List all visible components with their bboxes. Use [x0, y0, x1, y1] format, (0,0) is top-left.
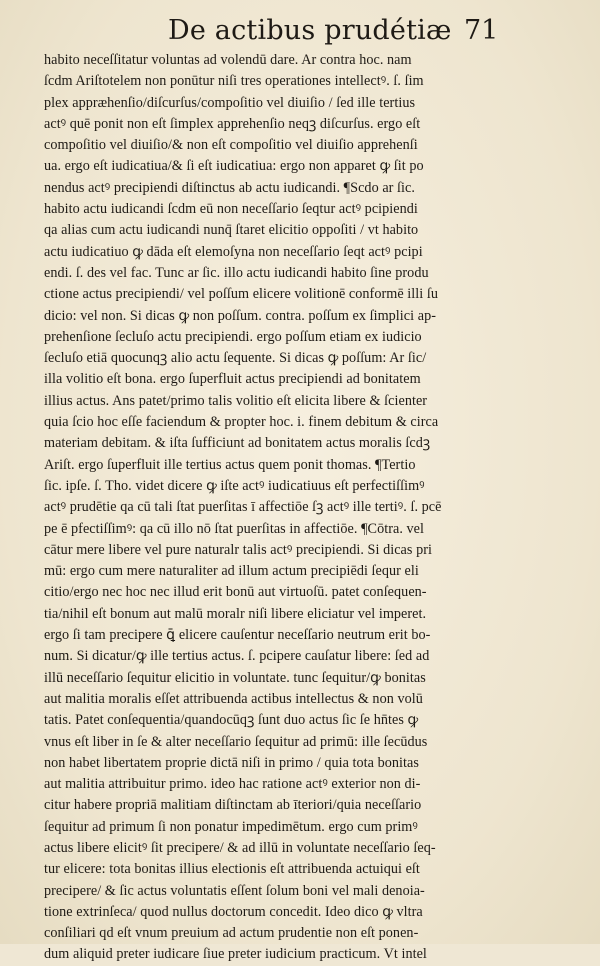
text-line: nendus actꝰ precipiendi diſtinctus ab actu iudicandi. ¶Scdo ar ſic.	[44, 179, 415, 196]
text-line: ſecluſo etiā quocunqꝫ alio actu ſequente. Si dicas ꝙ poſſum: Ar ſic/	[44, 350, 427, 367]
text-line: actꝰ prudētie qa cū tali ſtat puerſitas ī affectiōe ſꝫ actꝰ ille tertiꝰ. ſ. pcē	[44, 499, 442, 516]
text-line: dicio: vel non. Si dicas ꝙ non poſſum. contra. poſſum ex ſimplici ap-	[44, 307, 436, 324]
text-line: illū neceſſario ſequitur elicitio in voluntate. tunc ſequitur/ꝙ bonitas	[44, 669, 426, 686]
text-line: ſic. ipſe. ſ. Tho. videt dicere ꝙ iſte actꝰ iudicatiuus eſt perfectiſſimꝰ	[44, 477, 425, 494]
text-line: vnus eſt liber in ſe & alter neceſſario ſequitur ad primū: ille ſecūdus	[44, 733, 428, 750]
text-line: ſcdm Ariſtotelem non ponūtur niſi tres operationes intellectꝰ. ſ. ſim	[44, 73, 424, 90]
text-line: endi. ſ. des vel fac. Tunc ar ſic. illo actu iudicandi habito ſine produ	[44, 264, 429, 281]
text-line: aut malitia attribuitur primo. ideo hac ratione actꝰ exterior non di-	[44, 776, 421, 793]
text-line: actu iudicatiuo ꝙ dāda eſt elemoſyna non neceſſario ſeqt actꝰ pcipi	[44, 243, 423, 260]
text-line: habito actu iudicandi ſcdm eū non neceſſario ſeqtur actꝰ pcipiendi	[44, 201, 418, 218]
text-line: compoſitio vel diuiſio/& non eſt compoſitio vel diuiſio apprehenſi	[44, 137, 418, 154]
text-line: precipere/ & ſic actus voluntatis eſſent ſolum boni vel mali denoia-	[44, 882, 425, 899]
text-line: citio/ergo nec hoc nec illud erit bonū aut virtuoſū. patet conſequen-	[44, 584, 427, 601]
text-line: ſequitur ad primum ſi non ponatur impedimētum. ergo cum primꝰ	[44, 818, 418, 835]
text-line: quia ſcio hoc eſſe faciendum & propter hoc. i. finem debitum & circa	[44, 414, 439, 431]
text-line: ergo ſi tam precipere ꝗ̄ elicere cauſentur neceſſario neutrum erit bo-	[44, 627, 431, 644]
text-line: citur habere propriā malitiam diſtinctam ab īteriori/quia neceſſario	[44, 797, 422, 814]
text-line: mū: ergo cum mere naturaliter ad illum actum precipiēdi ſequr eli	[44, 563, 419, 580]
text-line: habito neceſſitatur voluntas ad volendū dare. Ar contra hoc. nam	[44, 52, 412, 68]
text-line: tur elicere: tota bonitas illius electionis eſt attribuenda actuiqui eſt	[44, 861, 420, 878]
text-line: dum aliquid preter iudicare ſiue preter iudicium practicum. Vt intel	[44, 946, 427, 963]
text-line: qa alias cum actu iudicandi nunq̄ ſtaret elicitio oppoſiti / vt habito	[44, 222, 419, 239]
text-line: actꝰ quē ponit non eſt ſimplex apprehenſio neqꝫ diſcurſus. ergo eſt	[44, 115, 421, 132]
text-line: non habet libertatem proprie dictā niſi in primo / quia tota bonitas	[44, 754, 419, 771]
running-head	[0, 14, 600, 48]
text-line: pe ē pfectiſſimꝰ: qa cū illo nō ſtat puerſitas in affectiōe. ¶Cōtra. vel	[44, 520, 424, 537]
text-line: ua. ergo eſt iudicatiua/& ſi eſt iudicatiua: ergo non apparet ꝙ ſit po	[44, 158, 424, 175]
text-line: actus libere elicitꝰ ſit precipere/ & ad illū in voluntate neceſſario ſeq-	[44, 839, 436, 856]
text-line: tia/nihil eſt bonum aut malū moralr niſi libere eliciatur vel imperet.	[44, 605, 427, 622]
text-line: num. Si dicatur/ꝙ ille tertius actus. ſ. pcipere cauſatur libere: ſed ad	[44, 648, 430, 665]
text-line: tione extrinſeca/ quod nullus doctorum concedit. Ideo dico ꝙ vltra	[44, 903, 423, 920]
text-line: ctione actus precipiendi/ vel poſſum elicere volitionē conformē illi ſu	[44, 286, 438, 303]
text-line: conſiliari qd eſt vnum preuium ad actum prudentie non eſt ponen-	[44, 925, 419, 942]
text-line: cātur mere libere vel pure naturalr talis actꝰ precipiendi. Si dicas pri	[44, 541, 432, 558]
text-line: aut malitia moralis eſſet attribuenda actibus intellectus & non volū	[44, 690, 423, 707]
text-line: plex appræhenſio/diſcurſus/compoſitio vel diuiſio / ſed ille tertius	[44, 94, 416, 111]
text-line: illius actus. Ans patet/primo talis volitio eſt elicita libere & ſcienter	[44, 392, 428, 409]
text-line: illa volitio eſt bona. ergo ſuperfluit actus precipiendi ad bonitatem	[44, 371, 421, 388]
page-number: 71	[464, 15, 499, 46]
text-line: tatis. Patet conſequentia/quandocūqꝫ ſunt duo actus ſic ſe hn̄tes ꝙ	[44, 712, 419, 729]
text-line: materiam debitam. & iſta ſufficiunt ad bonitatem actus moralis ſcdꝫ	[44, 435, 431, 452]
running-title: De actibus prudétiæ	[168, 15, 452, 46]
text-block	[44, 50, 560, 966]
text-line: Ariſt. ergo ſuperfluit ille tertius actus quem ponit thomas. ¶Tertio	[44, 456, 416, 473]
text-line: prehenſione ſecluſo actu precipiendi. ergo poſſum etiam ex iudicio	[44, 328, 422, 345]
